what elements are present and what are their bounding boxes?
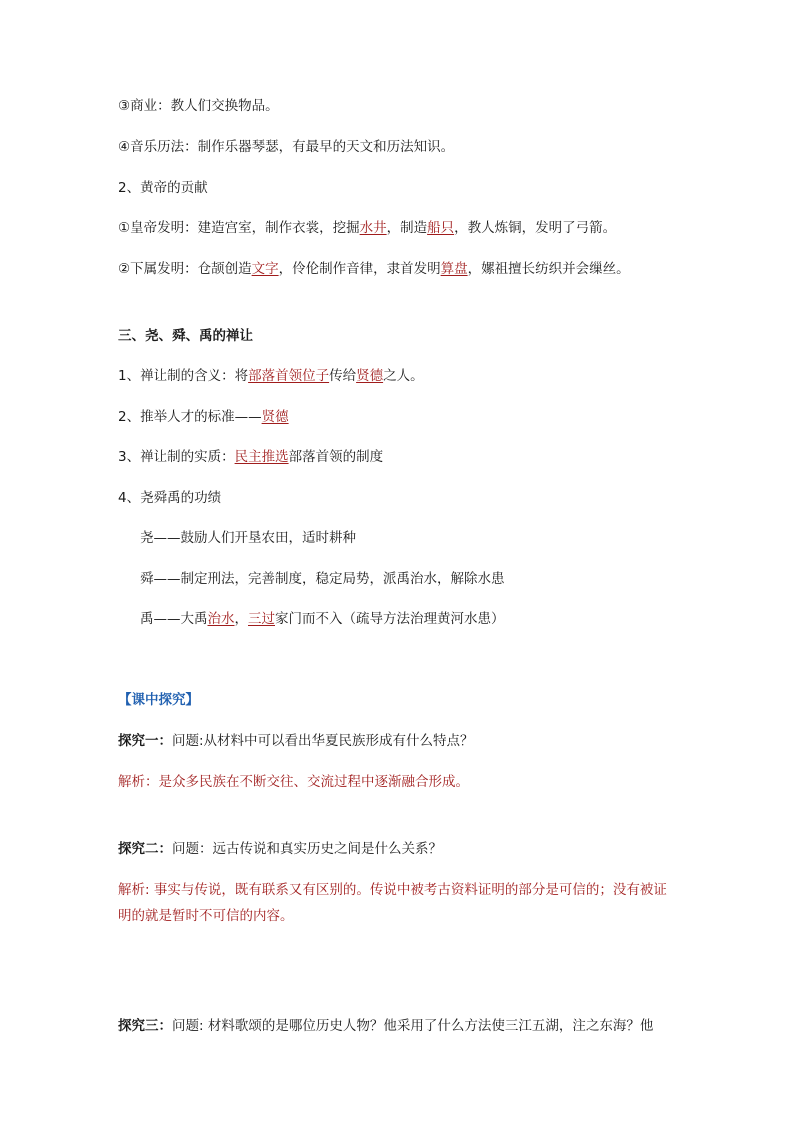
abdication-meaning-line: 1、禅让制的含义：将部落首领位子传给贤德之人。: [118, 368, 424, 384]
inquiry-one-question: 探究一：问题:从材料中可以看出华夏民族形成有什么特点？: [118, 733, 474, 749]
underlined-term: 文字: [251, 261, 279, 277]
inquiry-three-question: 探究三：问题: 材料歌颂的是哪位历史人物？他采用了什么方法使三江五湖，注之东海？他: [118, 1018, 654, 1034]
underlined-term: 民主推选: [234, 449, 289, 465]
abdication-essence-line: 3、禅让制的实质：民主推选部落首领的制度: [118, 449, 384, 465]
section-heading-abdication: 三、尧、舜、禹的禅让: [118, 328, 253, 344]
underlined-term: 贤德: [261, 409, 289, 425]
achievements-heading: 4、尧舜禹的功绩: [118, 490, 222, 506]
yao-line: 尧——鼓励人们开垦农田，适时耕种: [140, 530, 356, 546]
underlined-term: 船只: [427, 220, 455, 236]
section-heading-inquiry: 【课中探究】: [118, 692, 199, 708]
music-calendar-line: ④音乐历法：制作乐器琴瑟，有最早的天文和历法知识。: [118, 139, 455, 155]
underlined-term: 算盘: [440, 261, 468, 277]
shun-line: 舜——制定刑法，完善制度，稳定局势，派禹治水，解除水患: [140, 571, 505, 587]
talent-standard-line: 2、推举人才的标准——贤德: [118, 409, 289, 425]
subordinate-inventions-line: ②下属发明：仓颉创造文字，伶伦制作音律，隶首发明算盘，嫘祖擅长纺织并会缫丝。: [118, 261, 630, 277]
inquiry-two-answer: 解析: 事实与传说，既有联系又有区别的。传说中被考古资料证明的部分是可信的；没有被证明的就是暂时不可信的内容。: [118, 882, 667, 924]
underlined-term: 部落首领位子: [248, 368, 330, 384]
huangdi-inventions-line: ①皇帝发明：建造宫室，制作衣裳，挖掘水井，制造船只，教人炼铜，发明了弓箭。: [118, 220, 617, 236]
commerce-line: ③商业：教人们交换物品。: [118, 98, 279, 114]
underlined-term: 三过: [248, 611, 275, 627]
underlined-term: 治水: [207, 611, 235, 627]
underlined-term: 贤德: [356, 368, 384, 384]
inquiry-one-answer: 解析：是众多民族在不断交往、交流过程中逐渐融合形成。: [118, 774, 469, 790]
underlined-term: 水井: [359, 220, 387, 236]
inquiry-two-question: 探究二：问题：远古传说和真实历史之间是什么关系？: [118, 841, 442, 857]
huangdi-heading: 2、黄帝的贡献: [118, 180, 208, 196]
yu-line: 禹——大禹治水，三过家门而不入（疏导方法治理黄河水患）: [140, 611, 505, 627]
